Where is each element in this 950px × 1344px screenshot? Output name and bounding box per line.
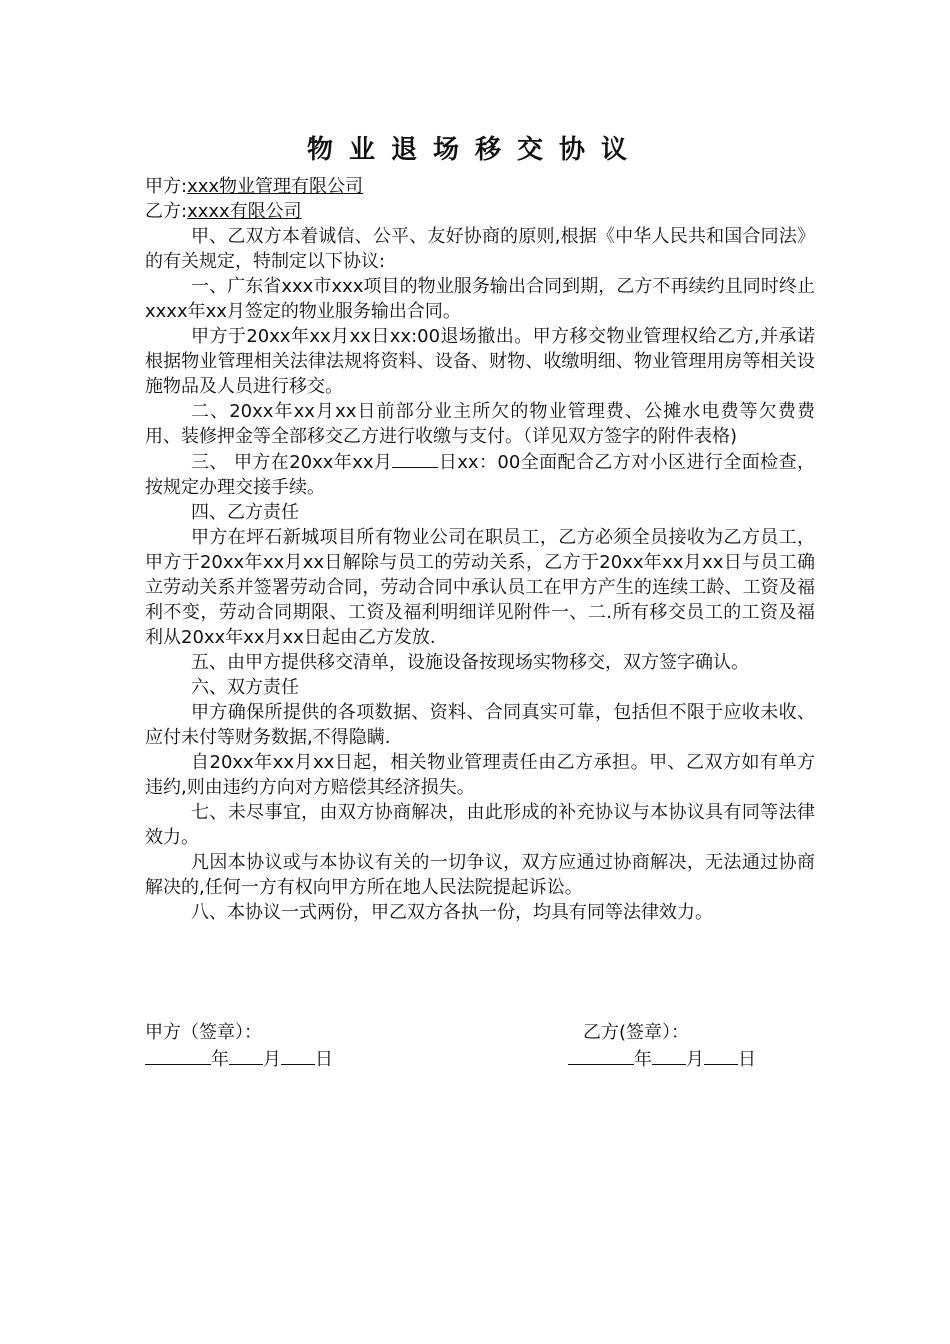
- clause-7-paragraph: 七、未尽事宜，由双方协商解决，由此形成的补充协议与本协议具有同等法律效力。: [145, 802, 815, 848]
- party-b-year-blank: [568, 1046, 634, 1065]
- party-a-year-blank: [145, 1046, 211, 1065]
- clause-1-paragraph: 一、广东省xxx市xxx项目的物业服务输出合同到期，乙方不再续约且同时终止xxxx年xx月签定的物业服务输出合同。: [145, 276, 815, 322]
- party-a-signature-label: 甲方（签章）：: [145, 1022, 262, 1043]
- party-b-day-label: 日: [738, 1049, 756, 1070]
- party-a-name: xxx物业管理有限公司: [187, 176, 364, 197]
- clause-3-day-blank: [392, 449, 438, 468]
- party-b-line: [145, 199, 815, 224]
- party-a-day-label: 日: [315, 1049, 333, 1070]
- document-title: 物业退场移交协议: [306, 135, 643, 165]
- party-b-signature-label: 乙方(签章）：: [583, 1022, 690, 1043]
- clause-2-paragraph: 二、20xx年xx月xx日前部分业主所欠的物业管理费、公摊水电费等欠费费用、装修押金等全部移交乙方进行收缴与支付。（详见双方签字的附件表格): [145, 401, 815, 447]
- clause-5-paragraph: 五、由甲方提供移交清单，设施设备按现场实物移交，双方签字确认。: [191, 652, 749, 673]
- party-a-month-blank: [229, 1046, 263, 1065]
- clause-4-heading: 四、乙方责任: [191, 502, 299, 523]
- clause-3-text-after: 日xx：00全面配合乙方对小区进行全面检查，按规定办理交接手续。: [145, 452, 815, 498]
- document-body: [145, 174, 815, 925]
- party-b-name: xxxx有限公司: [187, 201, 302, 222]
- clause-3-text-before: 三、 甲方在20xx年xx月: [191, 452, 393, 473]
- clause-6b-paragraph: 自20xx年xx月xx日起，相关物业管理责任由乙方承担。甲、乙双方如有单方违约,则由违约方向对方赔偿其经济损失。: [145, 752, 815, 798]
- party-b-day-blank: [704, 1046, 738, 1065]
- clause-8-paragraph: 八、本协议一式两份，甲乙双方各执一份，均具有同等法律效力。: [191, 902, 713, 923]
- party-a-date-line: [145, 1046, 333, 1072]
- party-b-month-blank: [652, 1046, 686, 1065]
- party-a-day-blank: [281, 1046, 315, 1065]
- party-a-month-label: 月: [263, 1049, 281, 1070]
- clause-7b-paragraph: 凡因本协议或与本协议有关的一切争议，双方应通过协商解决，无法通过协商解决的,任何一方有权向甲方所在地人民法院提起诉讼。: [145, 852, 815, 898]
- clause-6-heading: 六、双方责任: [191, 677, 299, 698]
- clause-4-paragraph: 甲方在坪石新城项目所有物业公司在职员工，乙方必须全员接收为乙方员工，甲方于20xx年xx月xx日解除与员工的劳动关系，乙方于20xx年xx月xx日与员工确立劳动关系并签署劳动合同，劳动合同中承认员工在甲方产生的连续工龄、工资及福利不变，劳动合同期限、工资及福利明细详见附件一、二.所有移交员工的工资及福利从20xx年xx月xx日起由乙方发放.: [145, 527, 815, 648]
- party-a-label: 甲方:: [145, 176, 188, 197]
- party-a-year-label: 年: [211, 1049, 229, 1070]
- clause-3-paragraph: [145, 449, 815, 500]
- party-b-month-label: 月: [686, 1049, 704, 1070]
- clause-6a-paragraph: 甲方确保所提供的各项数据、资料、合同真实可靠，包括但不限于应收未收、应付未付等财务数据,不得隐瞒.: [145, 702, 815, 748]
- party-a-line: [145, 174, 815, 199]
- party-b-date-line: [568, 1046, 756, 1072]
- intro-paragraph: 甲、乙双方本着诚信、公平、友好协商的原则,根据《中华人民共和国合同法》的有关规定，特制定以下协议:: [145, 226, 815, 272]
- party-b-year-label: 年: [634, 1049, 652, 1070]
- party-b-label: 乙方:: [145, 201, 188, 222]
- clause-1b-paragraph: 甲方于20xx年xx月xx日xx:00退场撤出。甲方移交物业管理权给乙方,并承诺根据物业管理相关法律法规将资料、设备、财物、收缴明细、物业管理用房等相关设施物品及人员进行移交。: [145, 326, 815, 397]
